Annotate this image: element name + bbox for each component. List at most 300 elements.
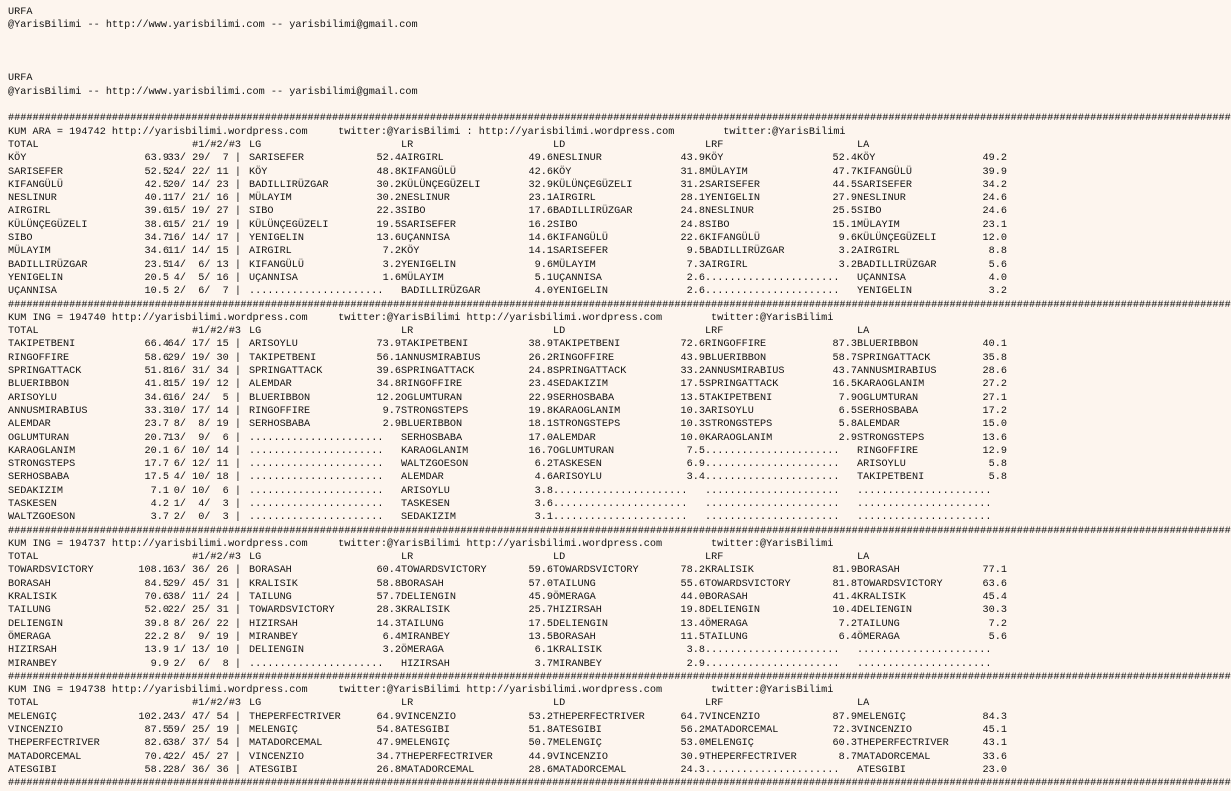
score-value: 14.6 — [528, 233, 553, 245]
column-header: LA — [857, 139, 870, 151]
score-value: 6.4 — [382, 631, 401, 643]
lr-cell — [401, 365, 553, 378]
horse-name: NESLINUR — [857, 193, 906, 205]
lrf-cell — [705, 631, 857, 644]
horse-name: SARISEFER — [857, 179, 913, 191]
lg-cell — [249, 485, 401, 498]
horse-name: ...................... — [705, 472, 840, 484]
horse-name: TAKIPETBENI — [249, 352, 317, 364]
ranks-value: 29/ 19/ 30 | — [167, 352, 241, 364]
ld-cell — [553, 511, 705, 524]
horse-name: RINGOFFIRE — [705, 339, 767, 351]
score-value: 34.2 — [982, 179, 1007, 191]
horse-name: TAILUNG — [401, 618, 444, 630]
la-cell — [857, 445, 1007, 458]
score-value: 70.6 — [144, 592, 169, 604]
horse-name: MATADORCEMAL — [401, 764, 475, 776]
lrf-cell — [705, 272, 857, 285]
table-row — [8, 578, 1024, 591]
score-value: 3.7 — [534, 658, 553, 670]
score-value: 8.7 — [838, 751, 857, 763]
horse-name: ARISOYLU — [401, 485, 450, 497]
section-title: KUM ING = 194740 http://yarisbilimi.wordpress.com twitter:@YarisBilimi http://yarisbilimi.wordpress.com twitter:@YarisBilimi — [8, 312, 834, 324]
horse-name: MATADORCEMAL — [8, 751, 82, 763]
score-value: 12.2 — [376, 392, 401, 404]
ranks-cell — [169, 711, 249, 724]
table-row — [8, 604, 1024, 617]
lg-cell — [249, 751, 401, 764]
lrf-cell — [705, 711, 857, 724]
score-value: 58.7 — [832, 352, 857, 364]
lg-cell — [249, 245, 401, 258]
column-header: LRF — [705, 139, 724, 151]
score-value: 6.5 — [838, 405, 857, 417]
ranks-value: 10/ 17/ 14 | — [167, 405, 241, 417]
score-value: 54.8 — [376, 725, 401, 737]
score-value: 16.7 — [528, 445, 553, 457]
horse-name: TOWARDSVICTORY — [401, 565, 487, 577]
lrf-cell — [705, 658, 857, 671]
score-value: 39.8 — [144, 618, 169, 630]
horse-name: KARAOGLANIM — [8, 445, 76, 457]
score-value: 7.2 — [988, 618, 1007, 630]
horse-name: SEDAKIZIM — [553, 379, 609, 391]
horse-name: SPRINGATTACK — [705, 379, 779, 391]
horse-name: SIBO — [249, 206, 274, 218]
horse-name: ÖMERAGA — [553, 592, 596, 604]
horse-name: TAILUNG — [857, 618, 900, 630]
total-cell — [8, 392, 169, 405]
score-value: 108.1 — [138, 565, 169, 577]
lr-cell — [401, 618, 553, 631]
horse-name: VINCENZIO — [249, 751, 305, 763]
horse-name: ALEMDAR — [8, 419, 51, 431]
horse-name: SIBO — [8, 233, 33, 245]
horse-name: KARAOGLANIM — [857, 379, 925, 391]
la-cell — [857, 737, 1007, 750]
horse-name: MELENGIÇ — [249, 725, 298, 737]
score-value: 3.2 — [382, 259, 401, 271]
horse-name: ...................... — [553, 498, 688, 510]
lr-cell — [401, 245, 553, 258]
horse-name: TAILUNG — [705, 631, 748, 643]
lr-cell — [401, 205, 553, 218]
score-value: 32.9 — [528, 179, 553, 191]
score-value: 13.6 — [982, 432, 1007, 444]
score-value: 22.3 — [376, 206, 401, 218]
lrf-cell — [705, 604, 857, 617]
horse-name: THEPERFECTRIVER — [553, 711, 645, 723]
lrf-cell — [705, 724, 857, 737]
total-cell — [8, 232, 169, 245]
horse-name: RINGOFFIRE — [401, 379, 463, 391]
score-value: 17.2 — [982, 405, 1007, 417]
lrf-cell — [705, 219, 857, 232]
horse-name: YENIGELIN — [553, 286, 609, 298]
horse-name: BADILLIRÜZGAR — [8, 259, 88, 271]
score-value: 87.5 — [144, 725, 169, 737]
horse-name: KÖY — [249, 166, 268, 178]
lr-cell — [401, 418, 553, 431]
score-value: 19.5 — [376, 219, 401, 231]
ranks-value: 22/ 25/ 31 | — [167, 605, 241, 617]
horse-name: KRALISIK — [401, 605, 450, 617]
horse-name: MÜLAYIM — [401, 272, 444, 284]
table-row — [8, 751, 1024, 764]
horse-name: MIRANBEY — [553, 658, 602, 670]
score-value: 10.3 — [680, 405, 705, 417]
lrf-cell — [705, 498, 857, 511]
score-value: 27.1 — [982, 392, 1007, 404]
table-row — [8, 711, 1024, 724]
column-header: TOTAL — [8, 139, 39, 151]
la-cell — [857, 152, 1007, 165]
lg-cell — [249, 205, 401, 218]
table-row — [8, 445, 1024, 458]
score-value: 30.3 — [982, 605, 1007, 617]
column-header: LD — [553, 326, 566, 338]
ranks-value: 14/ 6/ 13 | — [167, 259, 241, 271]
lrf-cell — [705, 458, 857, 471]
table-row — [8, 458, 1024, 471]
score-value: 7.3 — [686, 259, 705, 271]
horse-name: MIRANBEY — [249, 631, 298, 643]
horse-name: TAKIPETBENI — [553, 339, 621, 351]
horse-name: TAKIPETBENI — [8, 339, 76, 351]
horse-name: ...................... — [553, 485, 688, 497]
score-value: 81.9 — [832, 565, 857, 577]
lr-cell — [401, 259, 553, 272]
score-value: 5.8 — [988, 472, 1007, 484]
score-value: 26.2 — [528, 352, 553, 364]
horse-name: ALEMDAR — [401, 472, 444, 484]
score-value: 25.5 — [832, 206, 857, 218]
horse-name: ANNUSMIRABIUS — [401, 352, 481, 364]
score-value: 17.0 — [528, 432, 553, 444]
score-value: 7.9 — [838, 392, 857, 404]
lr-cell — [401, 511, 553, 524]
score-value: 3.2 — [988, 286, 1007, 298]
ranks-cell — [169, 471, 249, 484]
horse-name: YENIGELIN — [857, 286, 913, 298]
ranks-cell — [169, 219, 249, 232]
horse-name: KIFANGÜLÜ — [249, 259, 305, 271]
la-cell — [857, 751, 1007, 764]
total-cell — [8, 511, 169, 524]
score-value: 77.1 — [982, 565, 1007, 577]
score-value: 24.8 — [528, 366, 553, 378]
lr-cell — [401, 485, 553, 498]
score-value: 63.9 — [144, 153, 169, 165]
lrf-cell — [705, 378, 857, 391]
horse-name: ARISOYLU — [705, 405, 754, 417]
score-value: 84.5 — [144, 578, 169, 590]
score-value: 23.1 — [982, 219, 1007, 231]
ld-cell — [553, 392, 705, 405]
lg-cell — [249, 432, 401, 445]
score-value: 49.2 — [982, 153, 1007, 165]
score-value: 13.5 — [680, 392, 705, 404]
score-value: 7.2 — [838, 618, 857, 630]
score-value: 17.5 — [144, 472, 169, 484]
lr-cell — [401, 405, 553, 418]
score-value: 14.3 — [376, 618, 401, 630]
column-header: TOTAL — [8, 326, 39, 338]
horse-name: ATESGIBI — [8, 764, 57, 776]
score-value: 9.5 — [686, 246, 705, 258]
ld-cell — [553, 405, 705, 418]
horse-name: BLUERIBBON — [8, 379, 70, 391]
ld-cell — [553, 764, 705, 777]
horse-name: MATADORCEMAL — [705, 725, 779, 737]
horse-name: ...................... — [857, 512, 992, 524]
table-row — [8, 365, 1024, 378]
ranks-value: 8/ 26/ 22 | — [167, 618, 241, 630]
horse-name: SPRINGATTACK — [553, 366, 627, 378]
score-value: 28.3 — [376, 605, 401, 617]
score-value: 42.6 — [528, 166, 553, 178]
lrf-cell — [705, 205, 857, 218]
ranks-value: 15/ 19/ 27 | — [167, 206, 241, 218]
score-value: 2.6 — [686, 272, 705, 284]
score-value: 3.1 — [534, 512, 553, 524]
table-row — [8, 232, 1024, 245]
horse-name: ...................... — [705, 764, 840, 776]
score-value: 26.8 — [376, 764, 401, 776]
la-cell — [857, 179, 1007, 192]
column-header-row — [8, 551, 1024, 564]
lrf-cell — [705, 564, 857, 577]
ranks-cell — [169, 604, 249, 617]
score-value: 24.6 — [982, 206, 1007, 218]
score-value: 41.8 — [144, 379, 169, 391]
ranks-cell — [169, 232, 249, 245]
la-cell — [857, 378, 1007, 391]
ranks-value: 8/ 9/ 19 | — [167, 631, 241, 643]
horse-name: TASKESEN — [8, 498, 57, 510]
horse-name: MELENGIÇ — [553, 738, 602, 750]
horse-name: AIRGIRL — [249, 246, 292, 258]
score-value: 3.2 — [382, 645, 401, 657]
horse-name: ARISOYLU — [249, 339, 298, 351]
score-value: 43.9 — [680, 153, 705, 165]
lg-cell — [249, 724, 401, 737]
section-title: KUM ING = 194738 http://yarisbilimi.wordpress.com twitter:@YarisBilimi http://yarisbilimi.wordpress.com twitter:@YarisBilimi — [8, 685, 834, 697]
horse-name: ANNUSMIRABIUS — [705, 366, 785, 378]
horse-name: MELENGIÇ — [8, 711, 57, 723]
lr-cell — [401, 658, 553, 671]
lr-cell — [401, 578, 553, 591]
horse-name: SPRINGATTACK — [249, 366, 323, 378]
lg-cell — [249, 764, 401, 777]
horse-name: BORASAH — [857, 565, 900, 577]
column-header: LA — [857, 552, 870, 564]
score-value: 28.6 — [528, 764, 553, 776]
lg-cell — [249, 272, 401, 285]
horse-name: ...................... — [705, 658, 840, 670]
ranks-value: 64/ 17/ 15 | — [167, 339, 241, 351]
horse-name: OGLUMTURAN — [401, 392, 463, 404]
ranks-cell — [169, 564, 249, 577]
score-value: 28.6 — [982, 366, 1007, 378]
ranks-value: 29/ 45/ 31 | — [167, 578, 241, 590]
score-value: 30.9 — [680, 751, 705, 763]
horse-name: SPRINGATTACK — [8, 366, 82, 378]
la-cell — [857, 578, 1007, 591]
column-header: LD — [553, 139, 566, 151]
lg-cell — [249, 352, 401, 365]
sections-container — [8, 112, 1231, 790]
lr-cell — [401, 272, 553, 285]
score-value: 30.2 — [376, 179, 401, 191]
ranks-value: 22/ 45/ 27 | — [167, 751, 241, 763]
la-cell — [857, 498, 1007, 511]
lr-cell — [401, 392, 553, 405]
la-cell — [857, 485, 1007, 498]
ranks-value: 6/ 12/ 11 | — [167, 459, 241, 471]
la-cell — [857, 205, 1007, 218]
horse-name: SIBO — [401, 206, 426, 218]
score-value: 72.6 — [680, 339, 705, 351]
lr-cell — [401, 711, 553, 724]
lg-cell — [249, 418, 401, 431]
lr-cell — [401, 564, 553, 577]
score-value: 57.7 — [376, 592, 401, 604]
ranks-cell — [169, 658, 249, 671]
ranks-cell — [169, 179, 249, 192]
horse-name: KIFANGÜLÜ — [705, 233, 761, 245]
horse-name: BLUERIBBON — [401, 419, 463, 431]
lg-cell — [249, 604, 401, 617]
horse-name: BORASAH — [8, 578, 51, 590]
horse-name: STRONGSTEPS — [8, 459, 76, 471]
column-header-row — [8, 697, 1024, 710]
horse-name: ÖMERAGA — [857, 631, 900, 643]
score-value: 58.2 — [144, 764, 169, 776]
horse-name: KARAOGLANIM — [401, 445, 469, 457]
score-value: 64.9 — [376, 711, 401, 723]
score-value: 5.6 — [988, 259, 1007, 271]
score-value: 39.9 — [982, 166, 1007, 178]
score-value: 81.8 — [832, 578, 857, 590]
score-value: 19.8 — [680, 605, 705, 617]
ranks-value: 24/ 22/ 11 | — [167, 166, 241, 178]
ld-cell — [553, 618, 705, 631]
lr-cell — [401, 458, 553, 471]
ld-cell — [553, 152, 705, 165]
lrf-cell — [705, 365, 857, 378]
score-value: 23.4 — [528, 379, 553, 391]
lr-cell — [401, 445, 553, 458]
horse-name: TOWARDSVICTORY — [249, 605, 335, 617]
score-value: 22.6 — [680, 233, 705, 245]
la-cell — [857, 245, 1007, 258]
lg-cell — [249, 378, 401, 391]
score-value: 22.2 — [144, 631, 169, 643]
horse-name: YENIGELIN — [401, 259, 457, 271]
score-value: 34.6 — [144, 246, 169, 258]
table-row — [8, 511, 1024, 524]
total-cell — [8, 471, 169, 484]
ld-cell — [553, 751, 705, 764]
score-value: 6.2 — [534, 459, 553, 471]
horse-name: HIZIRSAH — [8, 645, 57, 657]
horse-name: YENIGELIN — [249, 233, 305, 245]
ranks-cell — [169, 152, 249, 165]
score-value: 60.3 — [832, 738, 857, 750]
score-value: 52.0 — [144, 605, 169, 617]
lrf-cell — [705, 232, 857, 245]
ld-cell — [553, 285, 705, 298]
horse-name: STRONGSTEPS — [705, 419, 773, 431]
score-value: 47.9 — [376, 738, 401, 750]
horse-name: MÜLAYIM — [857, 219, 900, 231]
lrf-cell — [705, 179, 857, 192]
score-value: 9.7 — [382, 405, 401, 417]
score-value: 3.8 — [534, 485, 553, 497]
score-value: 43.7 — [832, 366, 857, 378]
table-row — [8, 245, 1024, 258]
score-value: 2.6 — [686, 286, 705, 298]
lr-cell — [401, 232, 553, 245]
score-value: 6.4 — [838, 631, 857, 643]
score-value: 72.3 — [832, 725, 857, 737]
horse-name: TAKIPETBENI — [705, 392, 773, 404]
score-value: 28.1 — [680, 193, 705, 205]
ranks-cell — [169, 511, 249, 524]
lrf-cell — [705, 418, 857, 431]
horse-name: TAILUNG — [553, 578, 596, 590]
horse-name: UÇANNISA — [249, 272, 298, 284]
horse-name: ARISOYLU — [857, 459, 906, 471]
lrf-cell — [705, 485, 857, 498]
horse-name: MELENGIÇ — [705, 738, 754, 750]
table-row — [8, 432, 1024, 445]
total-cell — [8, 578, 169, 591]
lrf-cell — [705, 338, 857, 351]
score-value: 33.2 — [680, 366, 705, 378]
score-value: 4.6 — [534, 472, 553, 484]
score-value: 38.6 — [144, 219, 169, 231]
horse-name: ...................... — [249, 512, 384, 524]
separator-line: ######################################################################################################################################################################################################## — [8, 778, 1231, 790]
horse-name: ATESGIBI — [553, 725, 602, 737]
ranks-cell — [169, 737, 249, 750]
horse-name: KIFANGÜLÜ — [8, 179, 64, 191]
horse-name: STRONGSTEPS — [553, 419, 621, 431]
score-value: 82.6 — [144, 738, 169, 750]
total-cell — [8, 644, 169, 657]
horse-name: VINCENZIO — [553, 751, 609, 763]
horse-name: KRALISIK — [553, 645, 602, 657]
horse-name: VINCENZIO — [857, 725, 913, 737]
lr-cell — [401, 471, 553, 484]
score-value: 39.6 — [144, 206, 169, 218]
horse-name: THEPERFECTRIVER — [401, 751, 493, 763]
lrf-cell — [705, 432, 857, 445]
separator-line: ######################################################################################################################################################################################################## — [8, 525, 1231, 537]
ranks-cell — [169, 378, 249, 391]
column-header: LA — [857, 698, 870, 710]
score-value: 25.7 — [528, 605, 553, 617]
score-value: 34.6 — [144, 392, 169, 404]
horse-name: ...................... — [705, 272, 840, 284]
horse-name: AIRGIRL — [8, 206, 51, 218]
score-value: 53.0 — [680, 738, 705, 750]
horse-name: ...................... — [249, 286, 384, 298]
horse-name: DELIENGIN — [857, 605, 913, 617]
horse-name: KÜLÜNÇEGÜZELI — [857, 233, 937, 245]
